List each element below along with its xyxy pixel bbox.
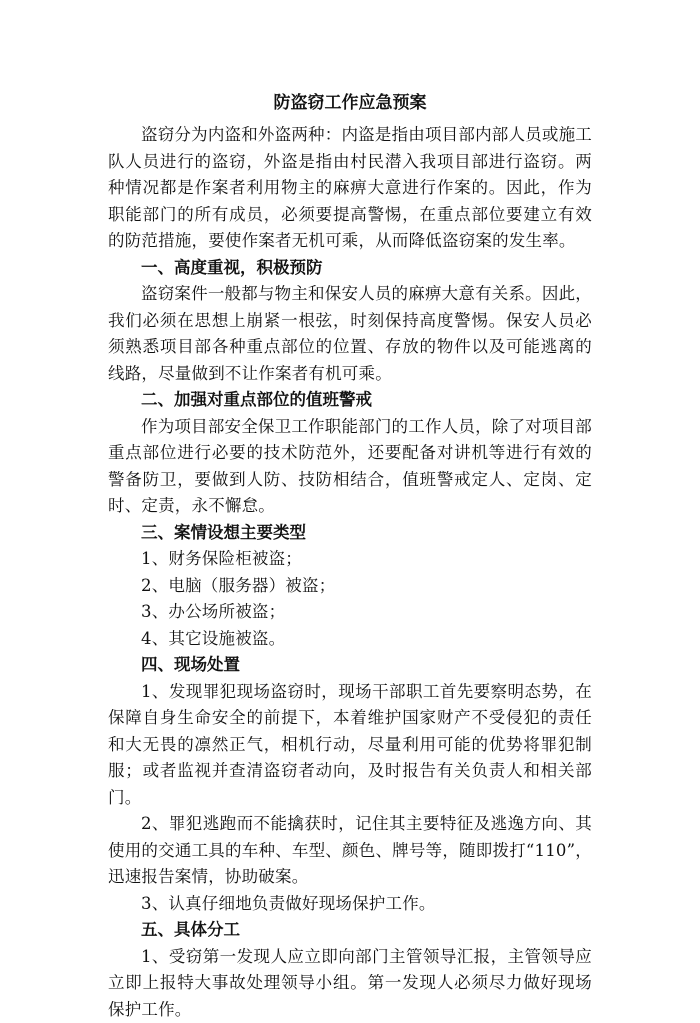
section3-heading: 三、案情设想主要类型	[108, 520, 592, 547]
section3-item: 3、办公场所被盗；	[108, 599, 592, 626]
document-title: 防盗窃工作应急预案	[108, 92, 592, 114]
intro-paragraph: 盗窃分为内盗和外盗两种：内盗是指由项目部内部人员或施工队人员进行的盗窃，外盗是指由村民潜入我项目部进行盗窃。两种情况都是作案者利用物主的麻痹大意进行作案的。因此，作为职能部门的所有成员，必须要提高警惕，在重点部位要建立有效的防范措施，要使作案者无机可乘，从而降低盗窃案的发生率。	[108, 122, 592, 255]
section3-item: 2、电脑（服务器）被盗；	[108, 573, 592, 600]
section4-paragraph: 3、认真仔细地负责做好现场保护工作。	[108, 891, 592, 918]
section4-paragraph: 1、发现罪犯现场盗窃时，现场干部职工首先要察明态势，在保障自身生命安全的前提下，本着维护国家财产不受侵犯的责任和大无畏的凛然正气，相机行动，尽量利用可能的优势将罪犯制服；或者监视并查清盗窃者动向，及时报告有关负责人和相关部门。	[108, 679, 592, 812]
section2-heading: 二、加强对重点部位的值班警戒	[108, 387, 592, 414]
section5-heading: 五、具体分工	[108, 917, 592, 944]
section1-heading: 一、高度重视，积极预防	[108, 255, 592, 282]
section4-heading: 四、现场处置	[108, 652, 592, 679]
section4-paragraph: 2、罪犯逃跑而不能擒获时，记住其主要特征及逃逸方向、其使用的交通工具的车种、车型、颜色、牌号等，随即拨打“110”，迅速报告案情，协助破案。	[108, 811, 592, 891]
section3-item: 1、财务保险柜被盗；	[108, 546, 592, 573]
section1-paragraph: 盗窃案件一般都与物主和保安人员的麻痹大意有关系。因此，我们必须在思想上崩紧一根弦，时刻保持高度警惕。保安人员必须熟悉项目部各种重点部位的位置、存放的物件以及可能逃离的线路，尽量做到不让作案者有机可乘。	[108, 281, 592, 387]
section3-item: 4、其它设施被盗。	[108, 626, 592, 653]
section2-paragraph: 作为项目部安全保卫工作职能部门的工作人员，除了对项目部重点部位进行必要的技术防范外，还要配备对讲机等进行有效的警备防卫，要做到人防、技防相结合，值班警戒定人、定岗、定时、定责，永不懈怠。	[108, 414, 592, 520]
section5-paragraph: 1、受窃第一发现人应立即向部门主管领导汇报，主管领导应立即上报特大事故处理领导小组。第一发现人必须尽力做好现场保护工作。	[108, 944, 592, 1023]
